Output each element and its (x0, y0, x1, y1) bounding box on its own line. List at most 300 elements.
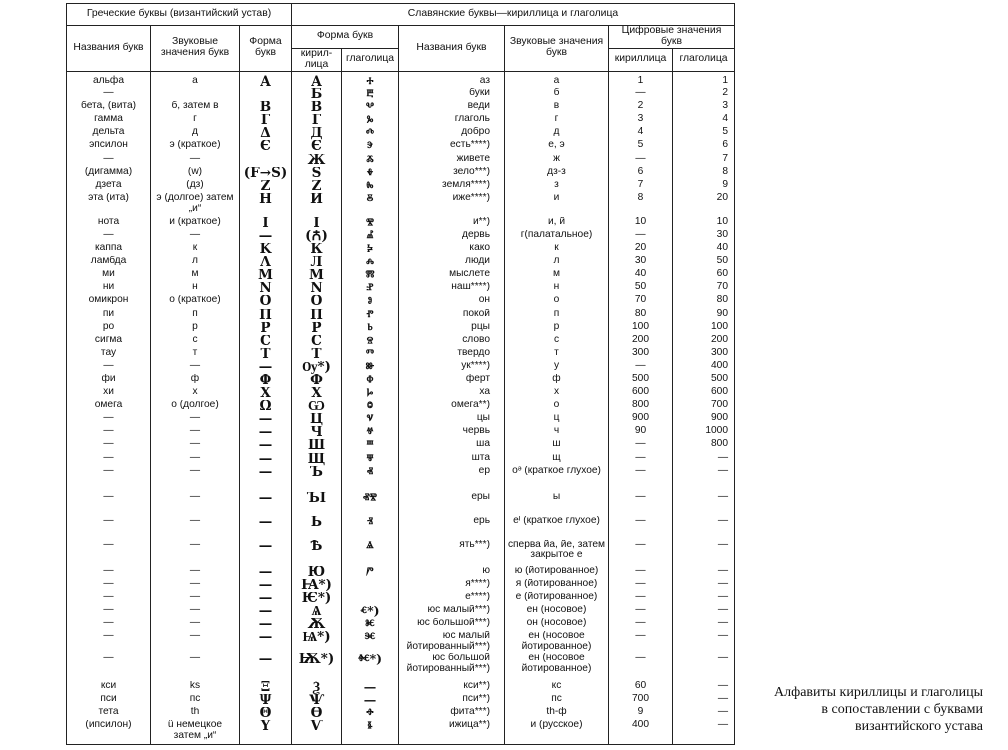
slavic-name: шта (399, 453, 505, 466)
greek-name: — (67, 439, 151, 452)
slavic-name: ижица**) (399, 720, 505, 744)
slavic-sound: еᴵ (краткое глухое) (505, 516, 609, 540)
greek-sound: д (151, 127, 240, 140)
cyrillic-header: кирил-лица (292, 48, 342, 71)
greek-form: — (240, 439, 292, 452)
cyrillic-form: Т (292, 348, 342, 361)
cyrillic-form: М (292, 269, 342, 282)
greek-form: Δ (240, 127, 292, 140)
greek-sound: пс (151, 694, 240, 707)
slavic-sound: ф (505, 374, 609, 387)
num-cyrillic: — (609, 516, 673, 540)
slavic-sound: ен (носовое) (505, 605, 609, 618)
slavic-form-header: Форма букв (292, 26, 399, 49)
num-glagolitic: 6 (673, 140, 735, 153)
num-glagolitic: 90 (673, 309, 735, 322)
table-row (67, 335, 735, 348)
num-glagolitic: 600 (673, 387, 735, 400)
slavic-sound: к (505, 243, 609, 256)
slavic-name: омега**) (399, 400, 505, 413)
greek-names-header: Названия букв (67, 26, 151, 72)
glagolitic-form: ⰾ (342, 256, 399, 269)
glagolitic-form: ⱀ (342, 282, 399, 295)
glagolitic-form: ⰼ (342, 230, 399, 243)
num-cyrillic: — (609, 439, 673, 452)
cyrillic-form: Д (292, 127, 342, 140)
greek-sound: — (151, 605, 240, 618)
table-body (67, 71, 735, 744)
cyrillic-form: Ѕ (292, 167, 342, 180)
greek-form: Г (240, 114, 292, 127)
slavic-sound: а (505, 71, 609, 88)
table-row (67, 167, 735, 180)
slavic-name: ферт (399, 374, 505, 387)
cyrillic-form: Ю (292, 566, 342, 579)
glagolitic-form (342, 579, 399, 592)
num-glagolitic: 200 (673, 335, 735, 348)
num-cyrillic: 70 (609, 295, 673, 308)
greek-name: ламбда (67, 256, 151, 269)
slavic-sound: б (505, 88, 609, 101)
greek-name: тау (67, 348, 151, 361)
slavic-sound: ен (носовое йотированное) (505, 631, 609, 653)
num-glagolitic: 300 (673, 348, 735, 361)
slavic-sound: ж (505, 154, 609, 167)
slavic-sound: ен (носовое йотированное) (505, 653, 609, 681)
num-cyrillic: 900 (609, 413, 673, 426)
table-row (67, 566, 735, 579)
num-glagolitic: 7 (673, 154, 735, 167)
slavic-sound: кс (505, 681, 609, 694)
greek-form-header: Форма букв (240, 26, 292, 72)
greek-name: гамма (67, 114, 151, 127)
slavic-name: слово (399, 335, 505, 348)
greek-sound: с (151, 335, 240, 348)
slavic-name: пси**) (399, 694, 505, 707)
num-glagolitic: — (673, 566, 735, 579)
slavic-sound: я (йотированное) (505, 579, 609, 592)
num-glagolitic: — (673, 592, 735, 605)
glagolitic-form: ⰲ (342, 101, 399, 114)
greek-name: (ипсилон) (67, 720, 151, 744)
caption-line: византийского устава (855, 719, 983, 734)
table-row (67, 243, 735, 256)
table-row (67, 114, 735, 127)
greek-name: — (67, 653, 151, 681)
num-cyrillic: — (609, 579, 673, 592)
num-glagolitic: — (673, 540, 735, 566)
greek-name: сигма (67, 335, 151, 348)
table-row (67, 88, 735, 101)
slavic-sounds-header: Звуковые значения букв (505, 26, 609, 72)
cyrillic-form: Є (292, 140, 342, 153)
table-row (67, 387, 735, 400)
glagolitic-form: ⰸ (342, 180, 399, 193)
cyrillic-form: Ѫ (292, 618, 342, 631)
table-row (67, 101, 735, 114)
glagolitic-form: ⰱ (342, 88, 399, 101)
glagolitic-form: ⱍ (342, 426, 399, 439)
slavic-sound: он (носовое) (505, 618, 609, 631)
greek-name: кси (67, 681, 151, 694)
greek-form: Χ (240, 387, 292, 400)
greek-form: — (240, 230, 292, 243)
slavic-name: добро (399, 127, 505, 140)
glagolitic-form: ⱚ (342, 707, 399, 720)
caption-line: Алфавиты кириллицы и глаголицы (774, 685, 983, 700)
num-glagolitic: 5 (673, 127, 735, 140)
slavic-name: цы (399, 413, 505, 426)
glagolitic-form: ⱏ (342, 466, 399, 492)
num-glagolitic: — (673, 653, 735, 681)
greek-form: — (240, 492, 292, 516)
table-row (67, 681, 735, 694)
num-glagolitic: 60 (673, 269, 735, 282)
greek-name: — (67, 605, 151, 618)
greek-sound: л (151, 256, 240, 269)
num-cyrillic: — (609, 653, 673, 681)
greek-name: пси (67, 694, 151, 707)
slavic-sound: н (505, 282, 609, 295)
cyrillic-form: В (292, 101, 342, 114)
slavic-name: он (399, 295, 505, 308)
table-row (67, 439, 735, 452)
greek-form: — (240, 605, 292, 618)
glagolitic-form: ⱅ (342, 348, 399, 361)
greek-name: — (67, 516, 151, 540)
glagolitic-form: ⱔ*) (342, 605, 399, 618)
glagolitic-form: ⰴ (342, 127, 399, 140)
slavic-sound: о (505, 295, 609, 308)
greek-name: ни (67, 282, 151, 295)
cyrillic-form: С (292, 335, 342, 348)
num-glagolitic: 100 (673, 322, 735, 335)
greek-name: — (67, 579, 151, 592)
glagolitic-form: ⰻ (342, 193, 399, 217)
glagolitic-form: ⱉ (342, 400, 399, 413)
num-cyrillic-header: кириллица (609, 48, 673, 71)
greek-name: — (67, 154, 151, 167)
slavic-name: ю (399, 566, 505, 579)
table-row (67, 374, 735, 387)
glagolitic-form: ⱃ (342, 322, 399, 335)
num-cyrillic: — (609, 631, 673, 653)
num-cyrillic: — (609, 605, 673, 618)
greek-sounds-header: Звуковые значения букв (151, 26, 240, 72)
greek-sound: б, затем в (151, 101, 240, 114)
slavic-sound: с (505, 335, 609, 348)
cyrillic-form: Ь (292, 516, 342, 540)
greek-form: Ρ (240, 322, 292, 335)
table-row (67, 540, 735, 566)
slavic-name: червь (399, 426, 505, 439)
slavic-name: земля****) (399, 180, 505, 193)
greek-sound: — (151, 566, 240, 579)
table-row (67, 127, 735, 140)
greek-form: Υ (240, 720, 292, 744)
table-row (67, 71, 735, 88)
num-cyrillic: 40 (609, 269, 673, 282)
greek-sound: — (151, 492, 240, 516)
num-glagolitic: 400 (673, 361, 735, 374)
greek-name: — (67, 361, 151, 374)
cyrillic-form: І (292, 217, 342, 230)
cyrillic-form: Ѱ (292, 694, 342, 707)
greek-sound: х (151, 387, 240, 400)
slavic-sound: ц (505, 413, 609, 426)
table-row (67, 256, 735, 269)
greek-form: (F→S) (240, 167, 292, 180)
slavic-sound: и (505, 193, 609, 217)
num-cyrillic: 30 (609, 256, 673, 269)
greek-name: — (67, 426, 151, 439)
num-glagolitic: — (673, 453, 735, 466)
slavic-name: наш****) (399, 282, 505, 295)
greek-sound: т (151, 348, 240, 361)
num-glagolitic: — (673, 618, 735, 631)
cyrillic-form: Б (292, 88, 342, 101)
cyrillic-form: Х (292, 387, 342, 400)
greek-form: Θ (240, 707, 292, 720)
cyrillic-form: Ѣ (292, 540, 342, 566)
num-glagolitic: 900 (673, 413, 735, 426)
glagolitic-form: ⱐ (342, 516, 399, 540)
slavic-sound: л (505, 256, 609, 269)
glagolitic-form: — (342, 681, 399, 694)
slavic-name: дервь (399, 230, 505, 243)
num-cyrillic: 50 (609, 282, 673, 295)
cyrillic-form: Ц (292, 413, 342, 426)
num-glagolitic: 8 (673, 167, 735, 180)
slavic-sound: и (русское) (505, 720, 609, 744)
slavic-sound: щ (505, 453, 609, 466)
slavic-name: покой (399, 309, 505, 322)
cyrillic-form: Р (292, 322, 342, 335)
table-row (67, 631, 735, 653)
greek-form: Κ (240, 243, 292, 256)
num-glagolitic: 700 (673, 400, 735, 413)
num-glagolitic: — (673, 579, 735, 592)
num-cyrillic: 60 (609, 681, 673, 694)
slavic-name: веди (399, 101, 505, 114)
greek-sound: — (151, 540, 240, 566)
num-glagolitic: 3 (673, 101, 735, 114)
glagolitic-form: ⱄ (342, 335, 399, 348)
table-row (67, 453, 735, 466)
table-row (67, 230, 735, 243)
num-cyrillic: 2 (609, 101, 673, 114)
slavic-name: мыслете (399, 269, 505, 282)
greek-form: Φ (240, 374, 292, 387)
slavic-sound: у (505, 361, 609, 374)
cyrillic-form: Ѯ (292, 681, 342, 694)
greek-name: — (67, 631, 151, 653)
greek-sound: о (долгое) (151, 400, 240, 413)
num-cyrillic: 700 (609, 694, 673, 707)
num-glagolitic: — (673, 631, 735, 653)
cyrillic-form: Ж (292, 154, 342, 167)
greek-sound: — (151, 631, 240, 653)
greek-name: тета (67, 707, 151, 720)
greek-sound: (дз) (151, 180, 240, 193)
greek-sound: и (краткое) (151, 217, 240, 230)
slavic-name: рцы (399, 322, 505, 335)
greek-sound: — (151, 579, 240, 592)
greek-sound: ф (151, 374, 240, 387)
cyrillic-form: (Ꙉ) (292, 230, 342, 243)
greek-form: — (240, 361, 292, 374)
glagolitic-form: ⱎ (342, 439, 399, 452)
greek-sound: — (151, 592, 240, 605)
slavic-sound: ш (505, 439, 609, 452)
greek-form: — (240, 653, 292, 681)
cyrillic-form: И (292, 193, 342, 217)
glagolitic-form: ⱓ (342, 566, 399, 579)
num-glagolitic: 70 (673, 282, 735, 295)
slavic-sound: пс (505, 694, 609, 707)
num-glagolitic: — (673, 492, 735, 516)
greek-name: эпсилон (67, 140, 151, 153)
num-cyrillic: 200 (609, 335, 673, 348)
num-glagolitic: 80 (673, 295, 735, 308)
greek-form (240, 88, 292, 101)
cyrillic-form: Ꙗ*) (292, 579, 342, 592)
slavic-name: еры (399, 492, 505, 516)
greek-sound: н (151, 282, 240, 295)
slavic-sound: з (505, 180, 609, 193)
greek-form: — (240, 466, 292, 492)
slavic-name: я****) (399, 579, 505, 592)
greek-sound: — (151, 361, 240, 374)
greek-sound: — (151, 466, 240, 492)
cyrillic-form: Ш (292, 439, 342, 452)
cyrillic-form: Ѩ*) (292, 631, 342, 653)
greek-name: — (67, 413, 151, 426)
greek-sound: — (151, 516, 240, 540)
slavic-name: како (399, 243, 505, 256)
slavic-name: буки (399, 88, 505, 101)
greek-name: бета, (вита) (67, 101, 151, 114)
table-row (67, 694, 735, 707)
num-glagolitic: — (673, 707, 735, 720)
greek-form: — (240, 631, 292, 653)
table-row (67, 516, 735, 540)
num-cyrillic: 8 (609, 193, 673, 217)
num-cyrillic: — (609, 154, 673, 167)
slavic-name: е****) (399, 592, 505, 605)
glagolitic-form: ⱆ (342, 361, 399, 374)
cyrillic-form: Щ (292, 453, 342, 466)
num-glagolitic: — (673, 466, 735, 492)
num-cyrillic: 300 (609, 348, 673, 361)
greek-name: эта (ита) (67, 193, 151, 217)
table-row (67, 193, 735, 217)
num-cyrillic: — (609, 540, 673, 566)
glagolitic-form: ⰳ (342, 114, 399, 127)
cyrillic-form: Ѡ (292, 400, 342, 413)
greek-name: альфа (67, 71, 151, 88)
alphabet-table (66, 3, 735, 745)
greek-form (240, 154, 292, 167)
greek-name: — (67, 592, 151, 605)
greek-form: Α (240, 71, 292, 88)
table-row (67, 282, 735, 295)
slavic-sound: дз-з (505, 167, 609, 180)
num-glagolitic: 500 (673, 374, 735, 387)
glagolitic-form: ⱘ (342, 618, 399, 631)
greek-form: Є (240, 140, 292, 153)
num-glagolitic: 30 (673, 230, 735, 243)
greek-sound: м (151, 269, 240, 282)
greek-sound: р (151, 322, 240, 335)
num-glagolitic-header: глаголица (673, 48, 735, 71)
num-cyrillic: 4 (609, 127, 673, 140)
greek-name: дзета (67, 180, 151, 193)
greek-form: Ο (240, 295, 292, 308)
num-cyrillic: 100 (609, 322, 673, 335)
greek-form: В (240, 101, 292, 114)
cyrillic-form: Л (292, 256, 342, 269)
table-row (67, 180, 735, 193)
table-row (67, 400, 735, 413)
greek-form: Μ (240, 269, 292, 282)
greek-name: ро (67, 322, 151, 335)
table-row (67, 653, 735, 681)
greek-form: Ξ (240, 681, 292, 694)
greek-name: — (67, 540, 151, 566)
slavic-sound: п (505, 309, 609, 322)
num-glagolitic: 20 (673, 193, 735, 217)
table-row (67, 269, 735, 282)
greek-name: нота (67, 217, 151, 230)
num-glagolitic: — (673, 516, 735, 540)
greek-sound: — (151, 653, 240, 681)
greek-sound: о (краткое) (151, 295, 240, 308)
greek-form: — (240, 540, 292, 566)
cyrillic-form: ЪІ (292, 492, 342, 516)
greek-form: — (240, 592, 292, 605)
slavic-sound: д (505, 127, 609, 140)
table-row (67, 720, 735, 744)
table-row (67, 140, 735, 153)
glagolitic-form: ⱇ (342, 374, 399, 387)
greek-name: омикрон (67, 295, 151, 308)
cyrillic-form: Ъ (292, 466, 342, 492)
slavic-name: юс большой***) (399, 618, 505, 631)
greek-group-header: Греческие буквы (византийский устав) (67, 4, 292, 26)
cyrillic-form: Ч (292, 426, 342, 439)
greek-form: — (240, 413, 292, 426)
slavic-name: ер (399, 466, 505, 492)
slavic-name: и**) (399, 217, 505, 230)
num-cyrillic: 5 (609, 140, 673, 153)
glagolitic-form: ⱑ (342, 540, 399, 566)
slavic-name: иже****) (399, 193, 505, 217)
glagolitic-form: ⰽ (342, 243, 399, 256)
slavic-name: кси**) (399, 681, 505, 694)
glagolitic-form: ⱂ (342, 309, 399, 322)
glagolitic-form: ⱁ (342, 295, 399, 308)
greek-form: Ω (240, 400, 292, 413)
greek-name: — (67, 453, 151, 466)
table-row (67, 426, 735, 439)
num-glagolitic: 50 (673, 256, 735, 269)
greek-sound: г (151, 114, 240, 127)
greek-sound: th (151, 707, 240, 720)
table-row (67, 592, 735, 605)
slavic-sound: и, й (505, 217, 609, 230)
greek-form: — (240, 426, 292, 439)
